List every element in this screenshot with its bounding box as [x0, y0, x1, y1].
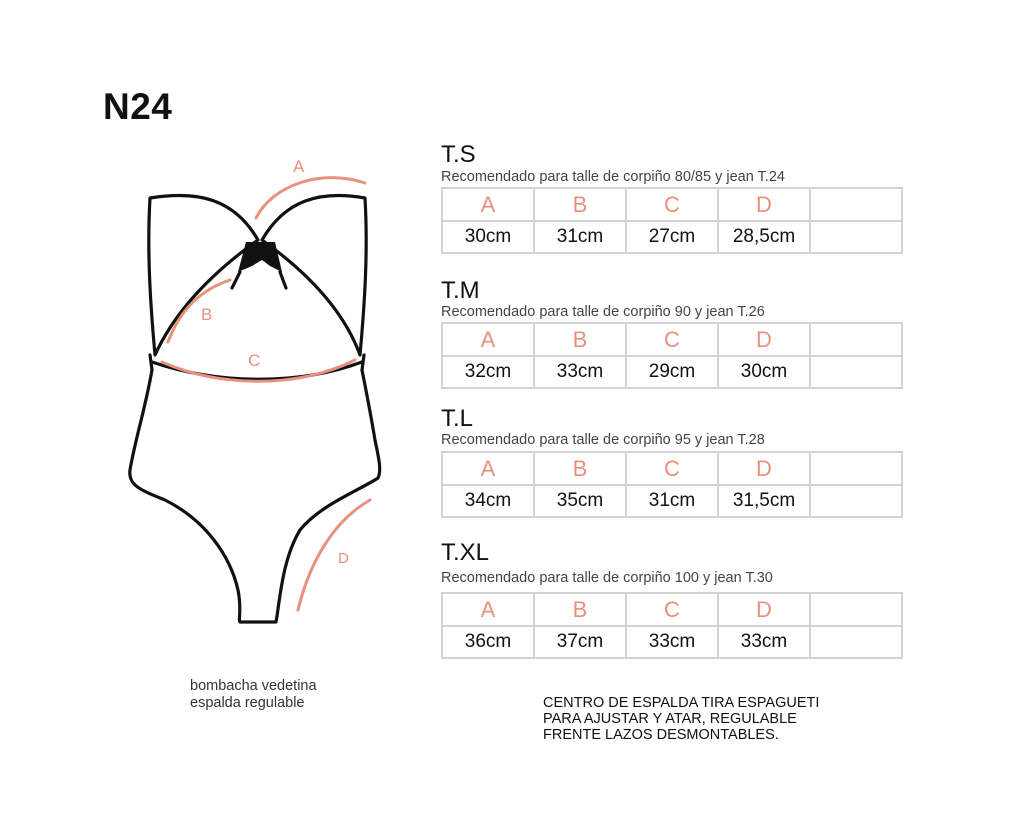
measure-label-b: B — [201, 305, 213, 324]
header-cell: B — [534, 188, 626, 221]
garment-caption — [190, 678, 317, 712]
header-cell — [810, 452, 902, 485]
value-cell: 36cm — [442, 626, 534, 658]
header-row — [442, 593, 902, 626]
product-code: N24 — [103, 86, 173, 127]
value-cell: 33cm — [718, 626, 810, 658]
caption-line: bombacha vedetina — [190, 678, 317, 694]
value-cell: 37cm — [534, 626, 626, 658]
value-cell — [810, 221, 902, 253]
header-cell: D — [718, 188, 810, 221]
value-cell: 35cm — [534, 485, 626, 517]
size-title: T.M — [441, 277, 480, 304]
header-cell — [810, 593, 902, 626]
size-subtitle: Recomendado para talle de corpiño 95 y jean T.28 — [441, 432, 765, 448]
size-table — [441, 451, 903, 518]
header-cell: A — [442, 188, 534, 221]
size-subtitle: Recomendado para talle de corpiño 80/85 y jean T.24 — [441, 169, 785, 185]
size-table — [441, 592, 903, 659]
measure-label-d: D — [338, 550, 349, 567]
measure-line-d — [298, 500, 370, 610]
size-title: T.XL — [441, 539, 490, 566]
swimsuit-diagram — [120, 150, 400, 640]
header-row — [442, 452, 902, 485]
size-subtitle: Recomendado para talle de corpiño 90 y jean T.26 — [441, 304, 765, 320]
header-cell: D — [718, 593, 810, 626]
note-line: PARA AJUSTAR Y ATAR, REGULABLE — [543, 711, 797, 727]
value-cell: 31cm — [534, 221, 626, 253]
value-row — [442, 485, 902, 517]
header-cell: B — [534, 323, 626, 356]
value-cell: 31cm — [626, 485, 718, 517]
size-title: T.L — [441, 405, 474, 432]
note-line: CENTRO DE ESPALDA TIRA ESPAGUETI — [543, 695, 820, 711]
value-cell: 34cm — [442, 485, 534, 517]
header-cell: B — [534, 452, 626, 485]
header-cell: D — [718, 323, 810, 356]
header-cell: C — [626, 188, 718, 221]
value-cell: 28,5cm — [718, 221, 810, 253]
value-row — [442, 221, 902, 253]
header-cell: C — [626, 452, 718, 485]
measure-label-c: C — [248, 351, 261, 370]
header-cell: C — [626, 593, 718, 626]
measure-label-a: A — [293, 157, 305, 176]
header-cell: D — [718, 452, 810, 485]
header-row — [442, 188, 902, 221]
value-cell: 32cm — [442, 356, 534, 388]
value-cell: 30cm — [442, 221, 534, 253]
header-cell: A — [442, 593, 534, 626]
size-table — [441, 187, 903, 254]
header-row — [442, 323, 902, 356]
value-cell — [810, 485, 902, 517]
size-table — [441, 322, 903, 389]
size-title: T.S — [441, 141, 476, 168]
value-row — [442, 626, 902, 658]
product-note — [543, 695, 819, 743]
value-cell: 27cm — [626, 221, 718, 253]
value-cell: 33cm — [626, 626, 718, 658]
value-cell — [810, 626, 902, 658]
header-cell: A — [442, 323, 534, 356]
header-cell — [810, 188, 902, 221]
header-cell: A — [442, 452, 534, 485]
value-cell: 29cm — [626, 356, 718, 388]
value-cell: 31,5cm — [718, 485, 810, 517]
caption-line: espalda regulable — [190, 695, 305, 711]
note-line: FRENTE LAZOS DESMONTABLES. — [543, 727, 779, 743]
size-subtitle: Recomendado para talle de corpiño 100 y jean T.30 — [441, 570, 773, 586]
header-cell: B — [534, 593, 626, 626]
value-cell: 33cm — [534, 356, 626, 388]
header-cell: C — [626, 323, 718, 356]
value-cell — [810, 356, 902, 388]
value-cell: 30cm — [718, 356, 810, 388]
value-row — [442, 356, 902, 388]
header-cell — [810, 323, 902, 356]
